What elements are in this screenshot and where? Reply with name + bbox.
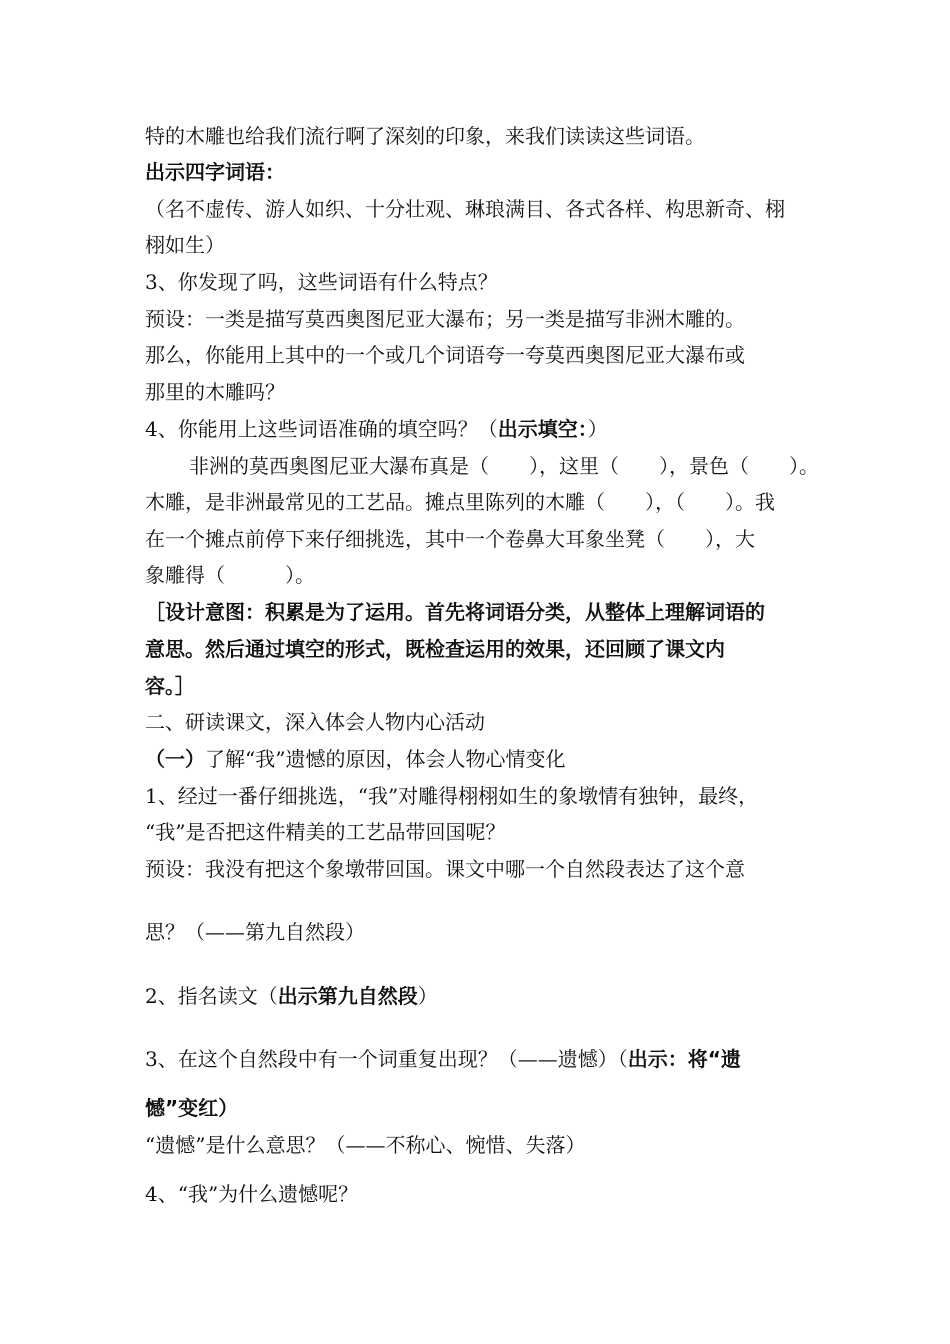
paragraph-line: “我”是否把这件精美的工艺品带回国呢？ (145, 820, 506, 844)
paragraph-line: 思？（——第九自然段） (145, 920, 365, 944)
question-line (145, 1045, 850, 1073)
line-text: 2、指名读文（ (145, 984, 278, 1008)
bold-instruction: 出示第九自然段 (277, 984, 418, 1008)
question-line: 1、经过一番仔细挑选，“我”对雕得栩栩如生的象墩情有独钟，最终， (145, 784, 759, 808)
paragraph-line: 那么，你能用上其中的一个或几个词语夸一夸莫西奥图尼亚大瀑布或 (145, 343, 745, 367)
section-title: 二、研读课文，深入体会人物内心活动 (145, 710, 485, 734)
line-text: 了解“我”遗憾的原因，体会人物心情变化 (205, 747, 566, 771)
line-text: ） (417, 984, 438, 1008)
paragraph-line: “遗憾”是什么意思？（——不称心、惋惜、失落） (145, 1133, 586, 1157)
line-text: 4、你能用上这些词语准确的填空吗？（ (145, 417, 498, 441)
question-line: 4、“我”为什么遗憾呢？ (145, 1182, 359, 1206)
design-intent: 意思。然后通过填空的形式，既检查运用的效果，还回顾了课文内 (145, 637, 725, 661)
fill-blank-line: 木雕，是非洲最常见的工艺品。摊点里陈列的木雕（ ），（ ）。我 (145, 490, 775, 514)
question-line (145, 982, 850, 1010)
fill-blank-line: 象雕得（ ）。 (145, 563, 315, 587)
subsection-title (145, 745, 850, 773)
subsection-number: （一） (145, 747, 205, 771)
bold-instruction: 出示：将“遗 (627, 1047, 741, 1071)
fill-blank-line: 非洲的莫西奥图尼亚大瀑布真是（ ），这里（ ），景色（ ）。 (189, 454, 819, 478)
question-line (145, 415, 850, 443)
paragraph-line: 特的木雕也给我们流行啊了深刻的印象，来我们读读这些词语。 (145, 124, 705, 148)
design-intent: ［设计意图：积累是为了运用。首先将词语分类，从整体上理解词语的 (145, 600, 765, 624)
paragraph-line: （名不虚传、游人如织、十分壮观、琳琅满目、各式各样、构思新奇、栩 (145, 197, 785, 221)
paragraph-line: 预设：一类是描写莫西奥图尼亚大瀑布；另一类是描写非洲木雕的。 (145, 307, 745, 331)
bold-instruction: 出示填空： (497, 417, 588, 441)
line-text: 3、在这个自然段中有一个词重复出现？（——遗憾）（ (145, 1047, 628, 1071)
question-line: 3、你发现了吗，这些词语有什么特点？ (145, 270, 498, 294)
bold-instruction: 憾”变红） (145, 1096, 239, 1120)
design-intent: 容。］ (145, 674, 195, 698)
paragraph-line: 预设：我没有把这个象墩带回国。课文中哪一个自然段表达了这个意 (145, 857, 745, 881)
paragraph-line: 那里的木雕吗？ (145, 380, 285, 404)
section-heading: 出示四字词语： (145, 160, 285, 184)
line-text: ） (587, 417, 608, 441)
fill-blank-line: 在一个摊点前停下来仔细挑选，其中一个卷鼻大耳象坐凳（ ），大 (145, 527, 755, 551)
paragraph-line: 栩如生） (145, 233, 225, 257)
